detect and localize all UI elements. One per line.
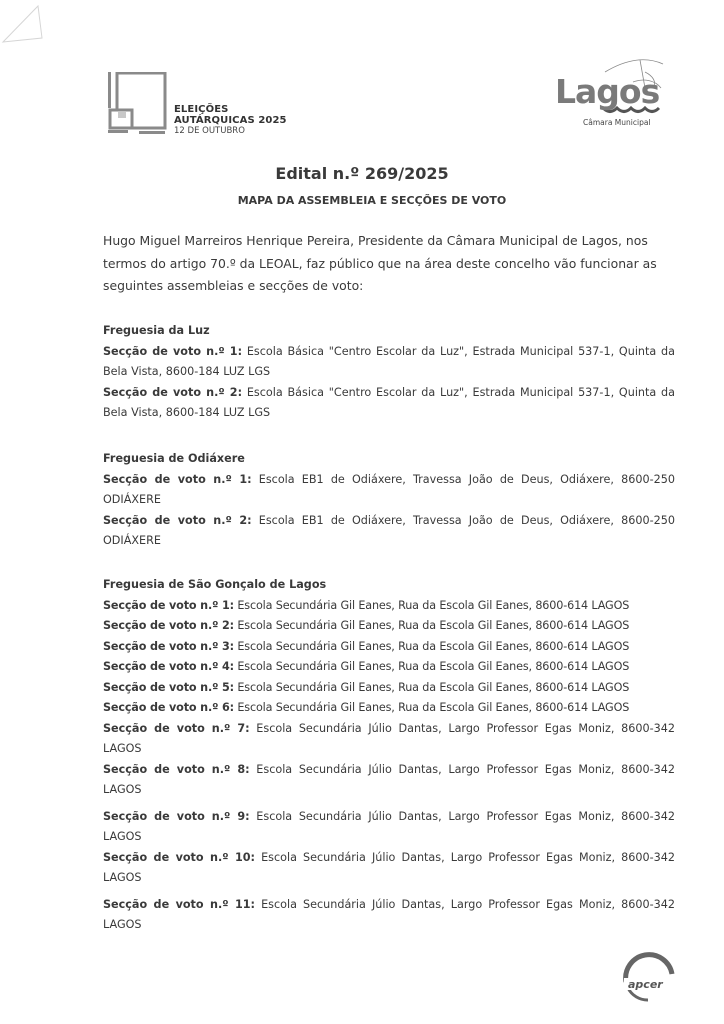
voting-section-entry (103, 657, 675, 678)
section-label: Secção de voto n.º 4: (103, 660, 234, 673)
section-label: Secção de voto n.º 8: (103, 762, 250, 776)
municipality-logo (545, 58, 665, 134)
voting-section-entry (103, 616, 675, 637)
section-address: Escola Básica "Centro Escolar da Luz", Estrada Municipal 537-1, Quinta da Bela Vista, 8600-184 LUZ LGS (103, 344, 675, 378)
lagos-logo-wordmark: Lagos (555, 72, 660, 111)
section-address: Escola Secundária Gil Eanes, Rua da Escola Gil Eanes, 8600-614 LAGOS (237, 639, 630, 653)
voting-section-entry (103, 383, 675, 424)
document-title: Edital n.º 269/2025 (275, 164, 449, 183)
section-label: Secção de voto n.º 5: (103, 680, 234, 694)
voting-section-entry (103, 678, 675, 699)
voting-section-entry (103, 807, 675, 848)
voting-section-entry (103, 760, 675, 801)
apcer-mark-text: apcer (628, 978, 663, 991)
section-label: Secção de voto n.º 9: (103, 809, 250, 823)
intro-paragraph: Hugo Miguel Marreiros Henrique Pereira, Presidente da Câmara Municipal de Lagos, nos termos do artigo 70.º da LEOAL, faz público que na área deste concelho vão funcionar as seguintes assembleias e secções de voto: (103, 233, 657, 293)
section-address: Escola Secundária Júlio Dantas, Largo Professor Egas Moniz, 8600-342 LAGOS (103, 721, 675, 755)
section-label: Secção de voto n.º 3: (103, 639, 234, 653)
document-subtitle: MAPA DA ASSEMBLEIA E SECÇÕES DE VOTO (237, 194, 507, 207)
voting-section-entry (103, 848, 675, 889)
parish-heading: Freguesia de São Gonçalo de Lagos (103, 578, 327, 591)
voting-section-entry (103, 596, 675, 617)
section-address: Escola Secundária Júlio Dantas, Largo Professor Egas Moniz, 8600-342 LAGOS (103, 762, 675, 796)
parish-heading: Freguesia de Odiáxere (103, 452, 245, 465)
parish-heading: Freguesia da Luz (103, 324, 210, 337)
lagos-logo-subtitle: Câmara Municipal (583, 118, 651, 127)
section-address: Escola Secundária Gil Eanes, Rua da Escola Gil Eanes, 8600-614 LAGOS (237, 660, 630, 673)
section-address: Escola Secundária Júlio Dantas, Largo Professor Egas Moniz, 8600-342 LAGOS (103, 809, 675, 843)
section-label: Secção de voto n.º 2: (103, 513, 252, 527)
section-address: Escola Secundária Júlio Dantas, Largo Professor Egas Moniz, 8600-342 LAGOS (103, 897, 676, 931)
election-logo-text (174, 104, 287, 137)
section-label: Secção de voto n.º 2: (103, 385, 243, 399)
section-address: Escola EB1 de Odiáxere, Travessa João de Deus, Odiáxere, 8600-250 ODIÁXERE (103, 472, 675, 506)
election-logo-line2: AUTÁRQUICAS 2025 (174, 115, 287, 126)
voting-section-entry (103, 895, 675, 936)
election-logo-line1: ELEIÇÕES (174, 104, 229, 115)
section-address: Escola Secundária Gil Eanes, Rua da Escola Gil Eanes, 8600-614 LAGOS (237, 701, 630, 714)
election-logo-line3: 12 DE OUTUBRO (174, 126, 245, 136)
section-label: Secção de voto n.º 7: (103, 721, 250, 735)
voting-section-entry (103, 698, 675, 719)
section-address: Escola Secundária Gil Eanes, Rua da Escola Gil Eanes, 8600-614 LAGOS (237, 619, 630, 632)
voting-section-entry (103, 470, 675, 511)
section-address: Escola Básica "Centro Escolar da Luz", Estrada Municipal 537-1, Quinta da Bela Vista, 8600-184 LUZ LGS (103, 385, 675, 419)
parish-odiaxere (103, 449, 675, 552)
section-label: Secção de voto n.º 1: (103, 344, 243, 358)
section-address: Escola EB1 de Odiáxere, Travessa João de Deus, Odiáxere, 8600-250 ODIÁXERE (103, 513, 675, 547)
voting-section-entry (103, 637, 675, 658)
election-logo-icon (108, 72, 168, 136)
section-address: Escola Secundária Gil Eanes, Rua da Escola Gil Eanes, 8600-614 LAGOS (237, 598, 630, 612)
parish-luz (103, 321, 675, 424)
voting-section-entry (103, 342, 675, 383)
section-label: Secção de voto n.º 2: (103, 619, 234, 632)
parish-sao-goncalo (103, 575, 675, 936)
section-label: Secção de voto n.º 6: (103, 701, 234, 714)
section-label: Secção de voto n.º 1: (103, 598, 234, 612)
voting-section-entry (103, 719, 675, 760)
page-fold-mark (0, 0, 50, 50)
apcer-certification-mark (618, 952, 680, 1002)
section-label: Secção de voto n.º 1: (103, 472, 252, 486)
section-label: Secção de voto n.º 10: (103, 850, 255, 864)
section-address: Escola Secundária Júlio Dantas, Largo Professor Egas Moniz, 8600-342 LAGOS (103, 850, 676, 884)
voting-section-entry (103, 511, 675, 552)
section-label: Secção de voto n.º 11: (103, 897, 255, 911)
apcer-seal-icon (618, 952, 680, 1002)
section-address: Escola Secundária Gil Eanes, Rua da Escola Gil Eanes, 8600-614 LAGOS (237, 680, 630, 694)
